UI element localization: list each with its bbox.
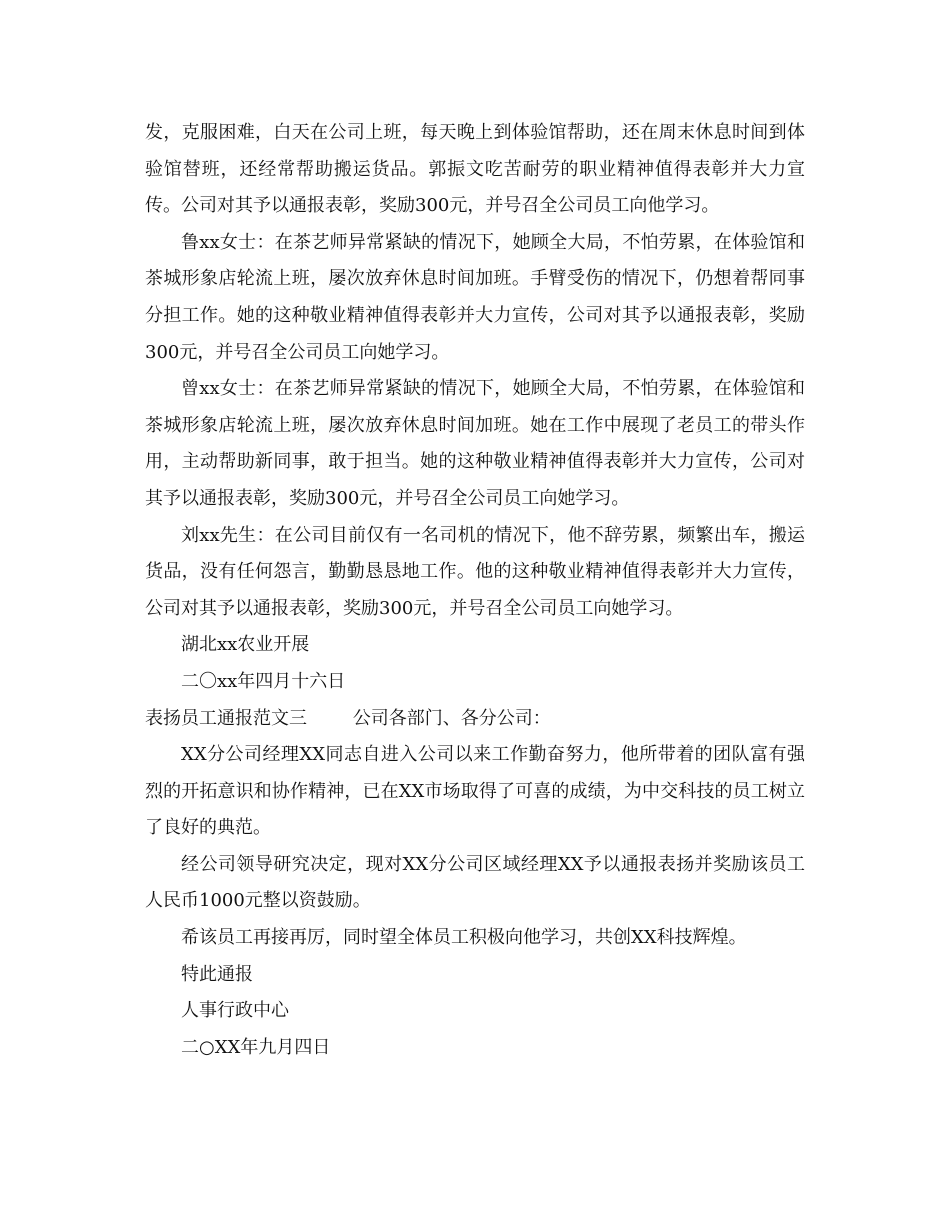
document-body (145, 115, 805, 1066)
paragraph-encouragement: 希该员工再接再厉，同时望全体员工积极向他学习，共创XX科技辉煌。 (181, 927, 747, 949)
paragraph-decision: 经公司领导研究决定，现对XX分公司区域经理XX予以通报表扬并奖励该员工人民币1000元整以资鼓励。 (145, 853, 805, 912)
signature-date: 二〇xx年四月十六日 (181, 670, 346, 692)
issue-date: 二○XX年九月四日 (181, 1036, 331, 1058)
closing-notice: 特此通报 (181, 963, 253, 985)
paragraph-continuation: 发，克服困难，白天在公司上班，每天晚上到体验馆帮助，还在周末休息时间到体验馆替班，还经常帮助搬运货品。郭振文吃苦耐劳的职业精神值得表彰并大力宣传。公司对其予以通报表彰，奖励300元，并号召全公司员工向他学习。 (145, 122, 805, 217)
title-gap (307, 708, 353, 729)
signature-organization: 湖北xx农业开展 (181, 634, 310, 656)
paragraph-commendation-liu: 刘xx先生：在公司目前仅有一名司机的情况下，他不辞劳累，频繁出车，搬运货品，没有任何怨言，勤勤恳恳地工作。他的这种敬业精神值得表彰并大力宣传，公司对其予以通报表彰，奖励300元，并号召全公司员工向她学习。 (145, 524, 805, 619)
paragraph-commendation-zeng: 曾xx女士：在茶艺师异常紧缺的情况下，她顾全大局，不怕劳累，在体验馆和茶城形象店轮流上班，屡次放弃休息时间加班。她在工作中展现了老员工的带头作用，主动帮助新同事，敢于担当。她的这种敬业精神值得表彰并大力宣传，公司对其予以通报表彰，奖励300元，并号召全公司员工向她学习。 (145, 378, 805, 509)
issuing-department: 人事行政中心 (181, 1000, 289, 1022)
section-recipient: 公司各部门、各分公司： (352, 707, 551, 729)
section-title: 表扬员工通报范文三 (145, 707, 307, 729)
section-title-line (145, 701, 805, 738)
paragraph-praise: XX分公司经理XX同志自进入公司以来工作勤奋努力，他所带着的团队富有强烈的开拓意识和协作精神，已在XX市场取得了可喜的成绩，为中交科技的员工树立了良好的典范。 (145, 744, 805, 839)
paragraph-commendation-lu: 鲁xx女士：在茶艺师异常紧缺的情况下，她顾全大局，不怕劳累，在体验馆和茶城形象店轮流上班，屡次放弃休息时间加班。手臂受伤的情况下，仍想着帮同事分担工作。她的这种敬业精神值得表彰并大力宣传，公司对其予以通报表彰，奖励300元，并号召全公司员工向她学习。 (145, 231, 805, 363)
